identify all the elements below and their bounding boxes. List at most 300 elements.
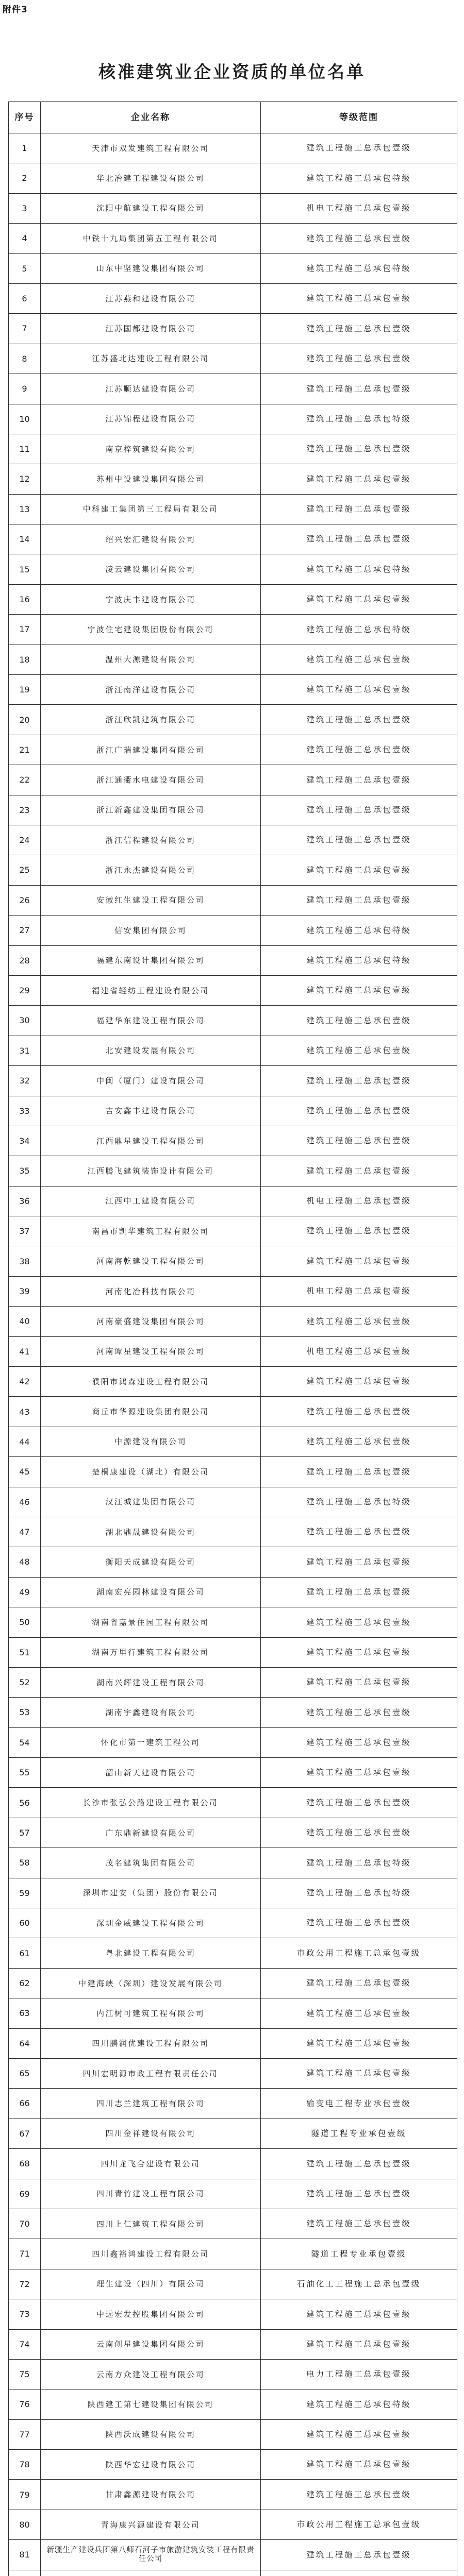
seq-cell: 70 bbox=[9, 2209, 41, 2239]
seq-cell: 2 bbox=[9, 163, 41, 193]
seq-cell: 65 bbox=[9, 2059, 41, 2089]
table-row bbox=[9, 1727, 457, 1757]
seq-cell: 34 bbox=[9, 1126, 41, 1156]
seq-cell: 14 bbox=[9, 524, 41, 554]
grade-scope-cell: 建筑工程施工总承包壹级 bbox=[261, 584, 457, 614]
grade-scope-cell: 建筑工程施工总承包特级 bbox=[261, 1848, 457, 1878]
seq-cell: 3 bbox=[9, 193, 41, 223]
table-row bbox=[9, 344, 457, 374]
company-name-cell: 浙江通衢水电建设有限公司 bbox=[41, 765, 261, 795]
company-name-cell: 天津市双发建筑工程有限公司 bbox=[41, 133, 261, 163]
table-row bbox=[9, 795, 457, 825]
seq-cell: 57 bbox=[9, 1818, 41, 1848]
seq-cell: 55 bbox=[9, 1758, 41, 1788]
seq-cell: 9 bbox=[9, 374, 41, 404]
table-row bbox=[9, 1457, 457, 1487]
company-name-cell: 甘肃鑫源建设有限公司 bbox=[41, 2480, 261, 2510]
table-row bbox=[9, 765, 457, 795]
company-name-cell: 河南海乾建设工程有限公司 bbox=[41, 1246, 261, 1276]
header-grade-scope: 等级范围 bbox=[261, 102, 457, 133]
seq-cell: 63 bbox=[9, 1998, 41, 2028]
seq-cell: 15 bbox=[9, 554, 41, 584]
grade-scope-cell: 建筑工程施工总承包壹级 bbox=[261, 434, 457, 464]
seq-cell: 38 bbox=[9, 1246, 41, 1276]
grade-scope-cell: 建筑工程施工总承包壹级 bbox=[261, 1216, 457, 1246]
table-row bbox=[9, 584, 457, 614]
seq-cell: 53 bbox=[9, 1698, 41, 1727]
table-row bbox=[9, 945, 457, 975]
table-row bbox=[9, 2269, 457, 2299]
company-name-cell: 四川鹏润优建设工程有限公司 bbox=[41, 2028, 261, 2058]
seq-cell: 39 bbox=[9, 1276, 41, 1306]
company-name-cell: 韶山新天建设有限公司 bbox=[41, 1758, 261, 1788]
grade-scope-cell: 机电工程施工总承包壹级 bbox=[261, 1336, 457, 1366]
grade-scope-cell: 建筑工程施工总承包壹级 bbox=[261, 1126, 457, 1156]
company-name-cell: 温州大源建设有限公司 bbox=[41, 645, 261, 674]
seq-cell: 29 bbox=[9, 975, 41, 1005]
grade-scope-cell: 建筑工程施工总承包壹级 bbox=[261, 524, 457, 554]
seq-cell: 11 bbox=[9, 434, 41, 464]
seq-cell: 47 bbox=[9, 1517, 41, 1547]
company-name-cell: 福建省轻纺工程建设有限公司 bbox=[41, 975, 261, 1005]
table-row bbox=[9, 1246, 457, 1276]
grade-scope-cell: 建筑工程施工总承包壹级 bbox=[261, 2299, 457, 2329]
company-name-cell: 新疆生产建设兵团第八师石河子市旅游建筑安装工程有限责任公司 bbox=[41, 2540, 261, 2570]
table-row bbox=[9, 2239, 457, 2269]
grade-scope-cell: 建筑工程施工总承包壹级 bbox=[261, 1818, 457, 1848]
grade-scope-cell: 建筑工程施工总承包壹级 bbox=[261, 855, 457, 885]
table-row bbox=[9, 2089, 457, 2119]
table-row bbox=[9, 975, 457, 1005]
seq-cell: 60 bbox=[9, 1908, 41, 1938]
company-name-cell: 四川金祥建设有限公司 bbox=[41, 2119, 261, 2148]
company-name-cell: 四川志兰建筑工程有限公司 bbox=[41, 2089, 261, 2119]
seq-cell: 61 bbox=[9, 1938, 41, 1968]
table-row bbox=[9, 615, 457, 645]
table-row bbox=[9, 163, 457, 193]
table-row bbox=[9, 2059, 457, 2089]
company-name-cell: 福建华东建设工程有限公司 bbox=[41, 1006, 261, 1036]
table-row bbox=[9, 1367, 457, 1397]
seq-cell: 59 bbox=[9, 1878, 41, 1908]
table-row bbox=[9, 1547, 457, 1577]
company-name-cell: 吉安鑫丰建设有限公司 bbox=[41, 1096, 261, 1126]
seq-cell: 18 bbox=[9, 645, 41, 674]
grade-scope-cell: 建筑工程施工总承包壹级 bbox=[261, 1066, 457, 1096]
table-row bbox=[9, 1968, 457, 1998]
header-seq: 序号 bbox=[9, 102, 41, 133]
table-row bbox=[9, 1818, 457, 1848]
grade-scope-cell: 建筑工程施工总承包壹级 bbox=[261, 2028, 457, 2058]
table-row bbox=[9, 2540, 457, 2570]
seq-cell: 8 bbox=[9, 344, 41, 374]
table-row bbox=[9, 1156, 457, 1186]
table-row bbox=[9, 2510, 457, 2539]
table-row bbox=[9, 283, 457, 313]
company-name-cell: 湖北鼎晟建设有限公司 bbox=[41, 1517, 261, 1547]
seq-cell: 58 bbox=[9, 1848, 41, 1878]
grade-scope-cell: 建筑工程施工总承包壹级 bbox=[261, 133, 457, 163]
grade-scope-cell: 建筑工程施工总承包壹级 bbox=[261, 795, 457, 825]
company-name-cell: 长沙市张弘公路建设工程有限公司 bbox=[41, 1788, 261, 1818]
table-row bbox=[9, 1066, 457, 1096]
grade-scope-cell: 建筑工程施工总承包壹级 bbox=[261, 1637, 457, 1667]
table-row bbox=[9, 1788, 457, 1818]
grade-scope-cell: 建筑工程施工总承包壹级 bbox=[261, 1577, 457, 1607]
grade-scope-cell: 建筑工程施工总承包壹级 bbox=[261, 1968, 457, 1998]
seq-cell: 28 bbox=[9, 945, 41, 975]
company-name-cell: 湖南宏亮园林建设有限公司 bbox=[41, 1577, 261, 1607]
seq-cell: 77 bbox=[9, 2419, 41, 2449]
table-row bbox=[9, 1307, 457, 1336]
company-name-cell: 商丘市华源建设集团有限公司 bbox=[41, 1397, 261, 1427]
company-name-cell: 中闽（厦门）建设有限公司 bbox=[41, 1066, 261, 1096]
grade-scope-cell: 建筑工程施工总承包特级 bbox=[261, 554, 457, 584]
table-row bbox=[9, 916, 457, 945]
seq-cell: 16 bbox=[9, 584, 41, 614]
grade-scope-cell: 隧道工程专业承包壹级 bbox=[261, 2119, 457, 2148]
seq-cell: 22 bbox=[9, 765, 41, 795]
grade-scope-cell: 建筑工程施工总承包壹级 bbox=[261, 1096, 457, 1126]
company-name-cell: 江西鼎星建设工程有限公司 bbox=[41, 1126, 261, 1156]
table-row bbox=[9, 1126, 457, 1156]
table-row bbox=[9, 2329, 457, 2359]
company-name-cell: 四川宏明源市政工程有限责任公司 bbox=[41, 2059, 261, 2089]
grade-scope-cell: 建筑工程施工总承包壹级 bbox=[261, 1397, 457, 1427]
company-name-cell: 青海康兴源建设有限公司 bbox=[41, 2510, 261, 2539]
table-header-row bbox=[9, 102, 457, 133]
seq-cell: 35 bbox=[9, 1156, 41, 1186]
table-row bbox=[9, 2419, 457, 2449]
grade-scope-cell: 建筑工程施工总承包特级 bbox=[261, 253, 457, 283]
seq-cell: 10 bbox=[9, 404, 41, 434]
grade-scope-cell: 建筑工程施工总承包壹级 bbox=[261, 1667, 457, 1697]
grade-scope-cell: 建筑工程施工总承包壹级 bbox=[261, 1036, 457, 1065]
grade-scope-cell: 建筑工程施工总承包壹级 bbox=[261, 2059, 457, 2089]
table-row bbox=[9, 735, 457, 765]
grade-scope-cell: 建筑工程施工总承包特级 bbox=[261, 916, 457, 945]
seq-cell: 26 bbox=[9, 885, 41, 915]
company-name-cell: 四川鑫裕鸿建设工程有限公司 bbox=[41, 2239, 261, 2269]
table-row bbox=[9, 494, 457, 524]
table-row bbox=[9, 2119, 457, 2148]
grade-scope-cell: 建筑工程施工总承包壹级 bbox=[261, 645, 457, 674]
seq-cell: 13 bbox=[9, 494, 41, 524]
table-row bbox=[9, 1998, 457, 2028]
grade-scope-cell: 建筑工程施工总承包壹级 bbox=[261, 1367, 457, 1397]
grade-scope-cell: 建筑工程施工总承包壹级 bbox=[261, 2540, 457, 2570]
qualification-table bbox=[8, 101, 457, 2576]
grade-scope-cell: 建筑工程施工总承包特级 bbox=[261, 1878, 457, 1908]
grade-scope-cell: 建筑工程施工总承包壹级 bbox=[261, 283, 457, 313]
company-name-cell: 安徽红生建设工程有限公司 bbox=[41, 885, 261, 915]
table-row bbox=[9, 314, 457, 344]
company-name-cell: 浙江信程建设有限公司 bbox=[41, 825, 261, 855]
seq-cell: 48 bbox=[9, 1547, 41, 1577]
company-name-cell: 中源建设有限公司 bbox=[41, 1427, 261, 1456]
seq-cell: 20 bbox=[9, 705, 41, 735]
company-name-cell: 江西中工建设有限公司 bbox=[41, 1186, 261, 1216]
table-row bbox=[9, 2450, 457, 2480]
company-name-cell: 南京梓筑建设有限公司 bbox=[41, 434, 261, 464]
table-row bbox=[9, 1036, 457, 1065]
grade-scope-cell: 机电工程施工总承包壹级 bbox=[261, 193, 457, 223]
table-row bbox=[9, 1908, 457, 1938]
table-row bbox=[9, 2389, 457, 2419]
grade-scope-cell: 建筑工程施工总承包特级 bbox=[261, 163, 457, 193]
table-row bbox=[9, 2179, 457, 2209]
grade-scope-cell: 建筑工程施工总承包壹级 bbox=[261, 1246, 457, 1276]
table-row bbox=[9, 1276, 457, 1306]
grade-scope-cell: 机电工程施工总承包壹级 bbox=[261, 1186, 457, 1216]
company-name-cell: 江苏燕和建设有限公司 bbox=[41, 283, 261, 313]
grade-scope-cell: 建筑工程施工总承包壹级 bbox=[261, 1727, 457, 1757]
company-name-cell: 陕西华宏建设有限公司 bbox=[41, 2450, 261, 2480]
company-name-cell: 凌云建设集团有限公司 bbox=[41, 554, 261, 584]
company-name-cell: 山东中坚建设集团有限公司 bbox=[41, 253, 261, 283]
company-name-cell: 绍兴宏汇建设有限公司 bbox=[41, 524, 261, 554]
seq-cell: 27 bbox=[9, 916, 41, 945]
table-row bbox=[9, 2299, 457, 2329]
company-name-cell: 江苏盛北达建设工程有限公司 bbox=[41, 344, 261, 374]
grade-scope-cell: 石油化工工程施工总承包壹级 bbox=[261, 2269, 457, 2299]
company-name-cell: 云南创星建设集团有限公司 bbox=[41, 2329, 261, 2359]
seq-cell: 49 bbox=[9, 1577, 41, 1607]
table-row bbox=[9, 1487, 457, 1517]
grade-scope-cell: 建筑工程施工总承包壹级 bbox=[261, 1698, 457, 1727]
table-row bbox=[9, 434, 457, 464]
seq-cell: 66 bbox=[9, 2089, 41, 2119]
seq-cell: 24 bbox=[9, 825, 41, 855]
company-name-cell: 信安集团有限公司 bbox=[41, 916, 261, 945]
company-name-cell: 苏州中设建设集团有限公司 bbox=[41, 464, 261, 494]
seq-cell: 45 bbox=[9, 1457, 41, 1487]
company-name-cell: 怀化市第一建筑工程公司 bbox=[41, 1727, 261, 1757]
table-row bbox=[9, 1577, 457, 1607]
company-name-cell: 江苏顺达建设有限公司 bbox=[41, 374, 261, 404]
table-row bbox=[9, 1006, 457, 1036]
seq-cell: 30 bbox=[9, 1006, 41, 1036]
company-name-cell: 云南方众建设工程有限公司 bbox=[41, 2359, 261, 2389]
grade-scope-cell: 建筑工程施工总承包特级 bbox=[261, 404, 457, 434]
table-row bbox=[9, 2028, 457, 2058]
company-name-cell: 浙江南洋建设有限公司 bbox=[41, 675, 261, 705]
seq-cell: 40 bbox=[9, 1307, 41, 1336]
company-name-cell: 湖南宇鑫建设有限公司 bbox=[41, 1698, 261, 1727]
seq-cell: 25 bbox=[9, 855, 41, 885]
table-row bbox=[9, 705, 457, 735]
company-name-cell: 濮阳市鸿森建设工程有限公司 bbox=[41, 1367, 261, 1397]
seq-cell: 1 bbox=[9, 133, 41, 163]
company-name-cell: 粤北建设工程有限公司 bbox=[41, 1938, 261, 1968]
grade-scope-cell: 建筑工程施工总承包壹级 bbox=[261, 2419, 457, 2449]
grade-scope-cell: 建筑工程施工总承包壹级 bbox=[261, 1788, 457, 1818]
table-row bbox=[9, 1186, 457, 1216]
company-name-cell: 江西腾飞建筑装饰设计有限公司 bbox=[41, 1156, 261, 1186]
table-row bbox=[9, 404, 457, 434]
company-name-cell: 河南谭星建设工程有限公司 bbox=[41, 1336, 261, 1366]
company-name-cell: 河南豪盛建设集团有限公司 bbox=[41, 1307, 261, 1336]
seq-cell: 78 bbox=[9, 2450, 41, 2480]
seq-cell: 5 bbox=[9, 253, 41, 283]
company-name-cell: 深圳市建安（集团）股份有限公司 bbox=[41, 1878, 261, 1908]
grade-scope-cell: 电力工程施工总承包壹级 bbox=[261, 2359, 457, 2389]
table-row bbox=[9, 1848, 457, 1878]
company-name-cell: 深圳金威建设工程有限公司 bbox=[41, 1908, 261, 1938]
grade-scope-cell: 建筑工程施工总承包壹级 bbox=[261, 224, 457, 253]
table-row bbox=[9, 554, 457, 584]
company-name-cell: 江苏国都建设有限公司 bbox=[41, 314, 261, 344]
table-row bbox=[9, 2570, 457, 2576]
grade-scope-cell: 建筑工程施工总承包壹级 bbox=[261, 1457, 457, 1487]
seq-cell: 73 bbox=[9, 2299, 41, 2329]
seq-cell: 4 bbox=[9, 224, 41, 253]
grade-scope-cell: 建筑工程施工总承包壹级 bbox=[261, 1006, 457, 1036]
grade-scope-cell: 建筑工程施工总承包壹级 bbox=[261, 2209, 457, 2239]
grade-scope-cell: 建筑工程施工总承包壹级 bbox=[261, 344, 457, 374]
table-row bbox=[9, 1607, 457, 1637]
grade-scope-cell: 建筑工程施工总承包壹级 bbox=[261, 1908, 457, 1938]
company-name-cell: 理生建设（四川）有限公司 bbox=[41, 2269, 261, 2299]
table-row bbox=[9, 133, 457, 163]
table-body bbox=[9, 133, 457, 2576]
company-name-cell: 江苏锦程建设有限公司 bbox=[41, 404, 261, 434]
company-name-cell: 南昌市凯华建筑工程有限公司 bbox=[41, 1216, 261, 1246]
company-name-cell: 陕西建工第七建设集团有限公司 bbox=[41, 2389, 261, 2419]
seq-cell: 67 bbox=[9, 2119, 41, 2148]
grade-scope-cell: 建筑工程施工总承包壹级 bbox=[261, 1517, 457, 1547]
grade-scope-cell: 建筑工程施工总承包壹级 bbox=[261, 1427, 457, 1456]
grade-scope-cell: 建筑工程施工总承包特级 bbox=[261, 945, 457, 975]
seq-cell: 21 bbox=[9, 735, 41, 765]
seq-cell: 51 bbox=[9, 1637, 41, 1667]
table-row bbox=[9, 1878, 457, 1908]
grade-scope-cell: 建筑工程施工总承包壹级 bbox=[261, 705, 457, 735]
seq-cell: 7 bbox=[9, 314, 41, 344]
seq-cell: 43 bbox=[9, 1397, 41, 1427]
grade-scope-cell: 建筑工程施工总承包壹级 bbox=[261, 765, 457, 795]
company-name-cell: 中建海峡（深圳）建设发展有限公司 bbox=[41, 1968, 261, 1998]
seq-cell: 17 bbox=[9, 615, 41, 645]
table-row bbox=[9, 675, 457, 705]
grade-scope-cell: 建筑工程施工总承包壹级 bbox=[261, 1998, 457, 2028]
company-name-cell: 内江树可建筑工程有限公司 bbox=[41, 1998, 261, 2028]
seq-cell: 12 bbox=[9, 464, 41, 494]
seq-cell: 75 bbox=[9, 2359, 41, 2389]
table-row bbox=[9, 1637, 457, 1667]
seq-cell: 71 bbox=[9, 2239, 41, 2269]
grade-scope-cell: 建筑工程施工总承包壹级 bbox=[261, 2329, 457, 2359]
company-name-cell: 湖南兴辉建设工程有限公司 bbox=[41, 1667, 261, 1697]
company-name-cell: 宁波住宅建设集团股份有限公司 bbox=[41, 615, 261, 645]
grade-scope-cell: 建筑工程施工总承包壹级 bbox=[261, 2149, 457, 2179]
table-row bbox=[9, 2359, 457, 2389]
table-row bbox=[9, 1517, 457, 1547]
table-row bbox=[9, 1397, 457, 1427]
seq-cell: 33 bbox=[9, 1096, 41, 1126]
company-name-cell: 浙江新鑫建设集团有限公司 bbox=[41, 795, 261, 825]
grade-scope-cell: 建筑工程施工总承包壹级 bbox=[261, 1607, 457, 1637]
company-name-cell: 北安建设发展有限公司 bbox=[41, 1036, 261, 1065]
grade-scope-cell: 建筑工程施工总承包壹级 bbox=[261, 735, 457, 765]
seq-cell: 31 bbox=[9, 1036, 41, 1065]
company-name-cell: 华北冶建工程建设有限公司 bbox=[41, 163, 261, 193]
seq-cell: 81 bbox=[9, 2540, 41, 2570]
company-name-cell: 福建东南设计集团有限公司 bbox=[41, 945, 261, 975]
table-row bbox=[9, 1758, 457, 1788]
seq-cell: 80 bbox=[9, 2510, 41, 2539]
table-row bbox=[9, 885, 457, 915]
seq-cell: 36 bbox=[9, 1186, 41, 1216]
table-row bbox=[9, 224, 457, 253]
seq-cell: 79 bbox=[9, 2480, 41, 2510]
grade-scope-cell: 建筑工程施工总承包壹级 bbox=[261, 2480, 457, 2510]
seq-cell: 42 bbox=[9, 1367, 41, 1397]
grade-scope-cell: 隧道工程专业承包壹级 bbox=[261, 2239, 457, 2269]
table-row bbox=[9, 374, 457, 404]
attachment-label: 附件3 bbox=[3, 5, 28, 15]
seq-cell: 23 bbox=[9, 795, 41, 825]
grade-scope-cell bbox=[261, 2570, 457, 2576]
company-name-cell: 广东鼎新建设有限公司 bbox=[41, 1818, 261, 1848]
grade-scope-cell: 建筑工程施工总承包特级 bbox=[261, 615, 457, 645]
table-row bbox=[9, 1336, 457, 1366]
grade-scope-cell: 建筑工程施工总承包壹级 bbox=[261, 975, 457, 1005]
grade-scope-cell: 建筑工程施工总承包壹级 bbox=[261, 464, 457, 494]
seq-cell: 32 bbox=[9, 1066, 41, 1096]
grade-scope-cell: 建筑工程施工总承包壹级 bbox=[261, 825, 457, 855]
grade-scope-cell: 建筑工程施工总承包壹级 bbox=[261, 314, 457, 344]
company-name-cell: 中远宏发控股集团有限公司 bbox=[41, 2299, 261, 2329]
company-name-cell: 河南化冶科技有限公司 bbox=[41, 1276, 261, 1306]
company-name-cell: 四川青竹建设工程有限公司 bbox=[41, 2179, 261, 2209]
seq-cell: 76 bbox=[9, 2389, 41, 2419]
table-row bbox=[9, 253, 457, 283]
company-name-cell: 四川龙飞合建设有限公司 bbox=[41, 2149, 261, 2179]
grade-scope-cell: 机电工程施工总承包壹级 bbox=[261, 1276, 457, 1306]
grade-scope-cell: 市政公用工程施工总承包壹级 bbox=[261, 1938, 457, 1968]
grade-scope-cell: 建筑工程施工总承包特级 bbox=[261, 1487, 457, 1517]
seq-cell: 69 bbox=[9, 2179, 41, 2209]
seq-cell: 37 bbox=[9, 1216, 41, 1246]
table-row bbox=[9, 645, 457, 674]
page-title: 核准建筑业企业资质的单位名单 bbox=[98, 62, 366, 82]
company-name-cell: 湖南省嘉景住园工程有限公司 bbox=[41, 1607, 261, 1637]
grade-scope-cell: 建筑工程施工总承包壹级 bbox=[261, 2450, 457, 2480]
table-row bbox=[9, 2149, 457, 2179]
company-name-cell: 汉江城建集团有限公司 bbox=[41, 1487, 261, 1517]
table-row bbox=[9, 2480, 457, 2510]
grade-scope-cell: 建筑工程施工总承包特级 bbox=[261, 2389, 457, 2419]
company-name-cell: 中铁十九局集团第五工程有限公司 bbox=[41, 224, 261, 253]
seq-cell: 56 bbox=[9, 1788, 41, 1818]
company-name-cell: 浙江永杰建设有限公司 bbox=[41, 855, 261, 885]
table-row bbox=[9, 825, 457, 855]
table-row bbox=[9, 1667, 457, 1697]
seq-cell: 19 bbox=[9, 675, 41, 705]
table-row bbox=[9, 855, 457, 885]
header-company-name: 企业名称 bbox=[41, 102, 261, 133]
seq-cell: 54 bbox=[9, 1727, 41, 1757]
company-name-cell: 楚桐康建设（湖北）有限公司 bbox=[41, 1457, 261, 1487]
grade-scope-cell: 建筑工程施工总承包壹级 bbox=[261, 1758, 457, 1788]
seq-cell: 62 bbox=[9, 1968, 41, 1998]
seq-cell: 52 bbox=[9, 1667, 41, 1697]
table-row bbox=[9, 1698, 457, 1727]
seq-cell: 72 bbox=[9, 2269, 41, 2299]
grade-scope-cell: 建筑工程施工总承包壹级 bbox=[261, 1307, 457, 1336]
grade-scope-cell: 建筑工程施工总承包壹级 bbox=[261, 494, 457, 524]
